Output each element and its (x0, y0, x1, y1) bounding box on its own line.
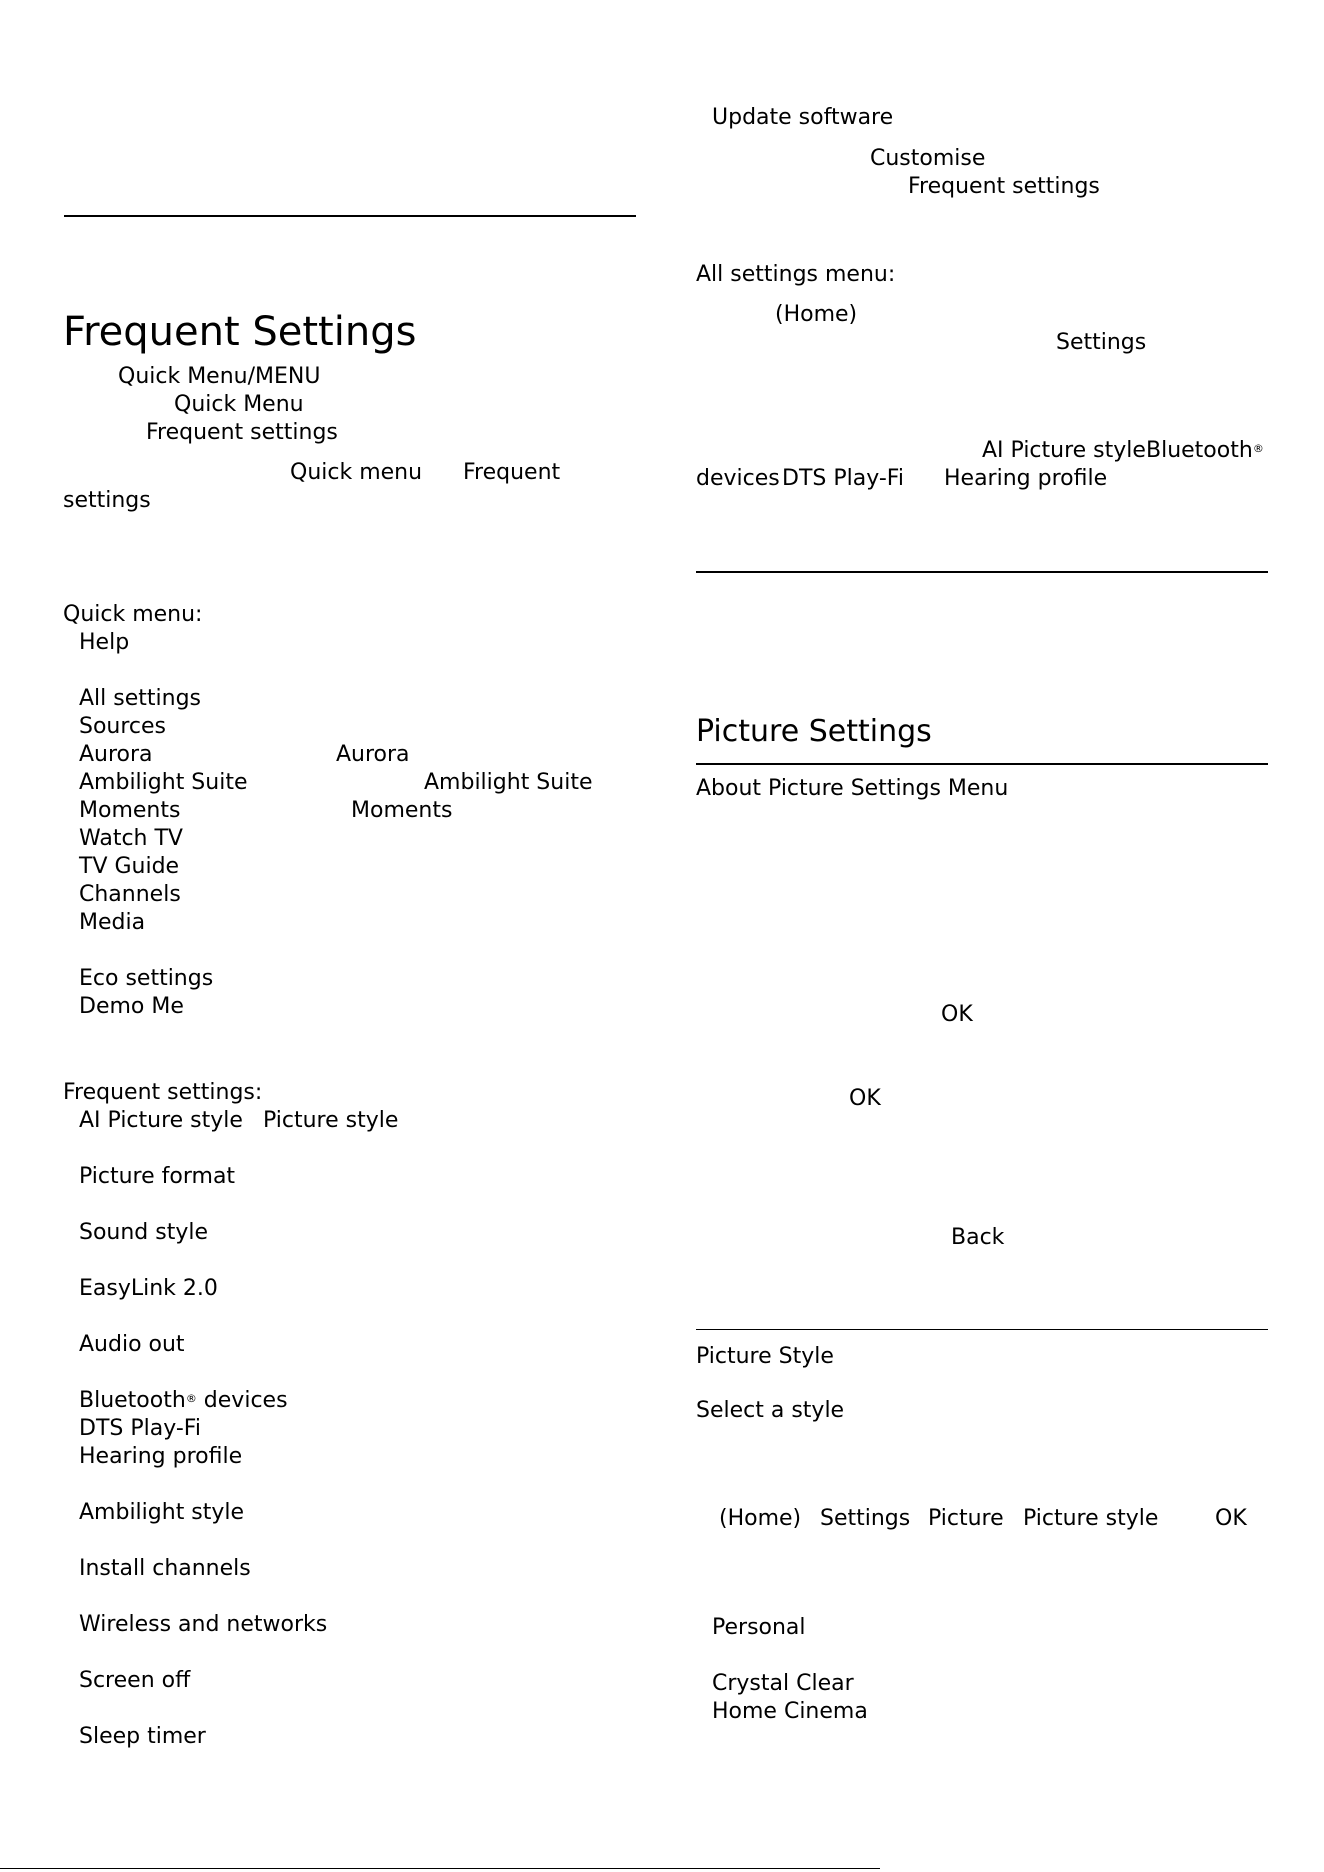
section-divider-right (696, 571, 1268, 573)
top-divider-left (64, 215, 636, 217)
ref-moments: Moments (351, 798, 453, 823)
ref-frequent: Frequent (463, 460, 561, 485)
item-update-software: Update software (712, 105, 894, 130)
list-item-sources: Sources (79, 714, 167, 739)
subheading-about-menu: About Picture Settings Menu (696, 776, 1009, 801)
key-ok-2: OK (849, 1086, 881, 1111)
list-item-channels: Channels (79, 882, 181, 907)
registered-mark: ® (185, 1392, 197, 1405)
list-item-media: Media (79, 910, 146, 935)
key-home: (Home) (775, 302, 858, 327)
path-settings: Settings (820, 1506, 911, 1531)
ref-quick-menu: Quick menu (290, 460, 423, 485)
quick-menu-heading: Quick menu: (63, 602, 203, 627)
ref-settings: Settings (1056, 330, 1147, 355)
subsection-divider (696, 1329, 1268, 1330)
bluetooth-label: Bluetooth (79, 1388, 186, 1413)
list-item-ambilight-suite: Ambilight Suite (79, 770, 248, 795)
ref-ai-picture-style: AI Picture style (982, 438, 1146, 463)
path-picture-style: Picture style (1023, 1506, 1159, 1531)
subheading-select-style: Select a style (696, 1398, 845, 1423)
list-item-dts-play-fi: DTS Play-Fi (79, 1416, 201, 1441)
footer-divider (0, 1868, 880, 1869)
key-ok-1: OK (941, 1002, 973, 1027)
list-item-ai-picture-style: AI Picture style (79, 1108, 243, 1133)
key-back: Back (951, 1225, 1005, 1250)
subheading-picture-style: Picture Style (696, 1344, 834, 1369)
section-title-frequent-settings: Frequent Settings (63, 309, 417, 355)
ref-ambilight-suite: Ambilight Suite (424, 770, 593, 795)
style-personal: Personal (712, 1615, 806, 1640)
ref-hearing-profile: Hearing profile (944, 466, 1108, 491)
ref-dts-play-fi: DTS Play-Fi (782, 466, 904, 491)
devices-label: devices (196, 1388, 288, 1413)
ref-customise: Customise (870, 146, 986, 171)
ref-settings: settings (63, 488, 151, 513)
list-item-demo-me: Demo Me (79, 994, 184, 1019)
path-home: (Home) (719, 1506, 802, 1531)
style-home-cinema: Home Cinema (712, 1699, 868, 1724)
ref-bluetooth (1146, 437, 1264, 465)
path-picture: Picture (928, 1506, 1004, 1531)
ref-aurora: Aurora (336, 742, 410, 767)
list-item-picture-format: Picture format (79, 1164, 236, 1189)
key-quick-menu-menu: Quick Menu/MENU (118, 364, 321, 389)
list-item-tv-guide: TV Guide (79, 854, 180, 879)
list-item-sleep-timer: Sleep timer (79, 1724, 206, 1749)
list-item-audio-out: Audio out (79, 1332, 185, 1357)
subtitle-divider (696, 763, 1268, 765)
key-frequent-settings: Frequent settings (146, 420, 338, 445)
all-settings-heading: All settings menu: (696, 262, 896, 287)
list-item-aurora: Aurora (79, 742, 153, 767)
list-item-bluetooth-devices (79, 1387, 288, 1415)
key-quick-menu: Quick Menu (174, 392, 304, 417)
list-item-eco-settings: Eco settings (79, 966, 214, 991)
list-item-ambilight-style: Ambilight style (79, 1500, 245, 1525)
list-item-install-channels: Install channels (79, 1556, 251, 1581)
list-item-help: Help (79, 630, 130, 655)
bluetooth-label: Bluetooth (1146, 438, 1253, 463)
list-item-easylink: EasyLink 2.0 (79, 1276, 218, 1301)
ref-frequent-settings: Frequent settings (908, 174, 1100, 199)
list-item-watch-tv: Watch TV (79, 826, 183, 851)
style-crystal-clear: Crystal Clear (712, 1671, 854, 1696)
ref-picture-style: Picture style (263, 1108, 399, 1133)
section-title-picture-settings: Picture Settings (696, 714, 932, 749)
list-item-moments: Moments (79, 798, 181, 823)
list-item-wireless-networks: Wireless and networks (79, 1612, 328, 1637)
list-item-hearing-profile: Hearing profile (79, 1444, 243, 1469)
frequent-settings-heading: Frequent settings: (63, 1080, 263, 1105)
list-item-all-settings: All settings (79, 686, 201, 711)
list-item-screen-off: Screen off (79, 1668, 191, 1693)
path-ok: OK (1215, 1506, 1247, 1531)
ref-devices: devices (696, 466, 780, 491)
list-item-sound-style: Sound style (79, 1220, 209, 1245)
registered-mark: ® (1252, 442, 1264, 455)
